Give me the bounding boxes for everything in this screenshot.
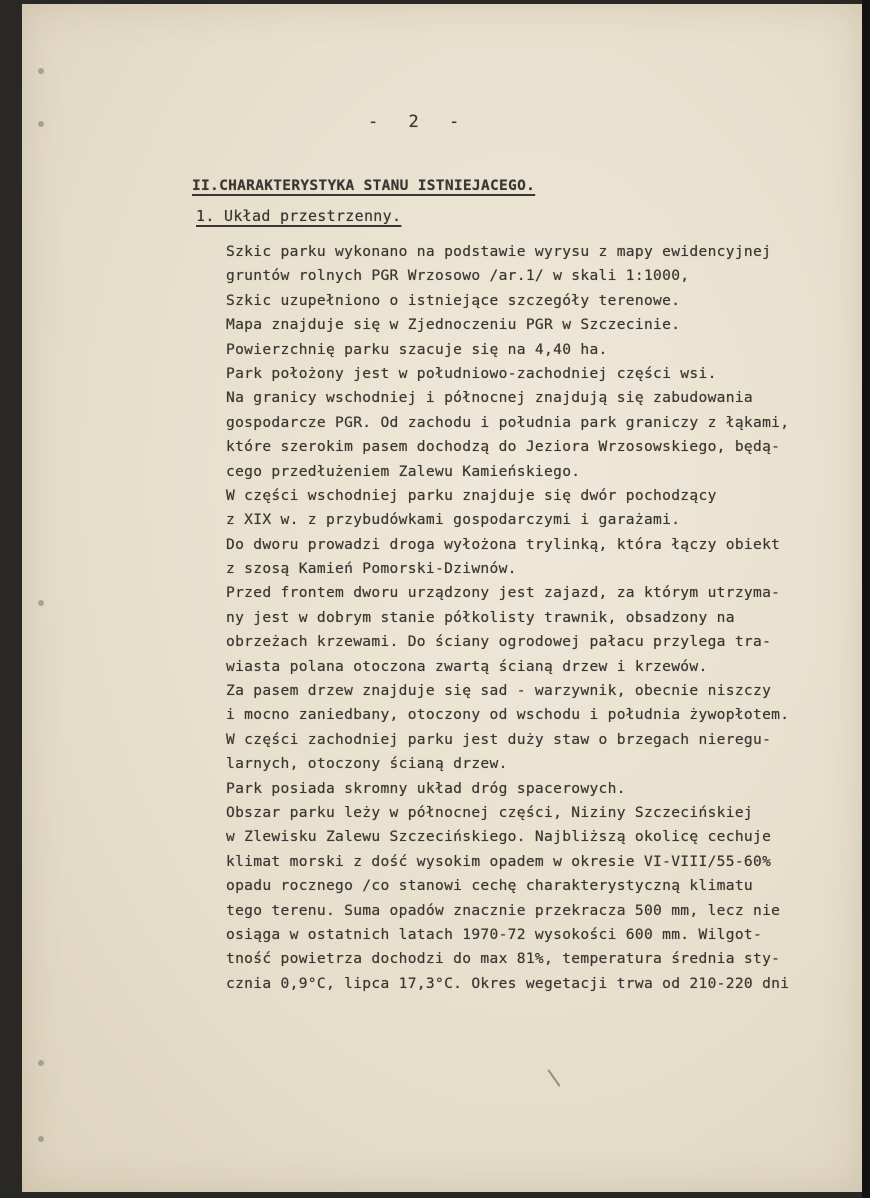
binding-hole (38, 121, 44, 127)
text-line: w Zlewisku Zalewu Szczecińskiego. Najbliższą okolicę cechuje (226, 828, 772, 846)
text-line: Za pasem drzew znajduje się sad - warzywnik, obecnie niszczy (226, 682, 772, 700)
text-line: tego terenu. Suma opadów znacznie przekracza 500 mm, lecz nie (226, 901, 781, 919)
text-line: ny jest w dobrym stanie półkolisty trawnik, obsadzony na (226, 608, 735, 626)
page-number: - 2 - (368, 112, 470, 132)
text-line: Przed frontem dworu urządzony jest zajazd, za którym utrzyma- (226, 584, 781, 602)
section-heading: II.CHARAKTERYSTYKA STANU ISTNIEJACEGO. (192, 178, 536, 194)
text-line: Do dworu prowadzi droga wyłożona trylinką, która łączy obiekt (226, 535, 781, 553)
text-line: W części wschodniej parku znajduje się dwór pochodzący (226, 486, 717, 504)
text-line: cznia 0,9°C, lipca 17,3°C. Okres wegetacji trwa od 210-220 dni (226, 974, 790, 992)
text-line: Park posiada skromny układ dróg spacerowych. (226, 779, 626, 797)
subsection-heading: 1. Układ przestrzenny. (196, 207, 402, 225)
text-line: i mocno zaniedbany, otoczony od wschodu i południa żywopłotem. (226, 706, 790, 724)
text-line: Park położony jest w południowo-zachodniej części wsi. (226, 364, 717, 382)
binding-hole (38, 68, 44, 74)
text-line: Powierzchnię parku szacuje się na 4,40 ha. (226, 340, 608, 358)
text-line: gruntów rolnych PGR Wrzosowo /ar.1/ w skali 1:1000, (226, 267, 690, 285)
scan-edge (862, 0, 870, 1198)
text-line: z XIX w. z przybudówkami gospodarczymi i garażami. (226, 511, 681, 529)
text-line: gospodarcze PGR. Od zachodu i południa park graniczy z łąkami, (226, 413, 790, 431)
text-line: Szkic uzupełniono o istniejące szczegóły terenowe. (226, 291, 681, 309)
text-line: które szerokim pasem dochodzą do Jeziora Wrzosowskiego, będą- (226, 438, 781, 456)
text-line: Szkic parku wykonano na podstawie wyrysu z mapy ewidencyjnej (226, 243, 772, 260)
text-line: obrzeżach krzewami. Do ściany ogrodowej pałacu przylega tra- (226, 633, 772, 651)
text-line: wiasta polana otoczona zwartą ścianą drzew i krzewów. (226, 657, 708, 675)
text-line: cego przedłużeniem Zalewu Kamieńskiego. (226, 462, 581, 480)
text-line: W części zachodniej parku jest duży staw o brzegach nieregu- (226, 730, 772, 748)
text-line: Obszar parku leży w północnej części, Niziny Szczecińskiej (226, 803, 753, 821)
binding-hole (38, 1136, 44, 1142)
text-line: osiąga w ostatnich latach 1970-72 wysokości 600 mm. Wilgot- (226, 925, 763, 943)
text-line: z szosą Kamień Pomorski-Dziwnów. (226, 560, 517, 578)
text-line: larnych, otoczony ścianą drzew. (226, 755, 508, 773)
binding-hole (38, 600, 44, 606)
text-line: Mapa znajduje się w Zjednoczeniu PGR w Szczecinie. (226, 316, 681, 334)
text-line: opadu rocznego /co stanowi cechę charakterystyczną klimatu (226, 877, 753, 895)
body-text (226, 240, 789, 996)
text-line: klimat morski z dość wysokim opadem w okresie VI-VIII/55-60% (226, 852, 772, 870)
binding-hole (38, 1060, 44, 1066)
text-line: Na granicy wschodniej i północnej znajdują się zabudowania (226, 389, 753, 407)
text-line: tność powietrza dochodzi do max 81%, temperatura średnia sty- (226, 950, 781, 968)
